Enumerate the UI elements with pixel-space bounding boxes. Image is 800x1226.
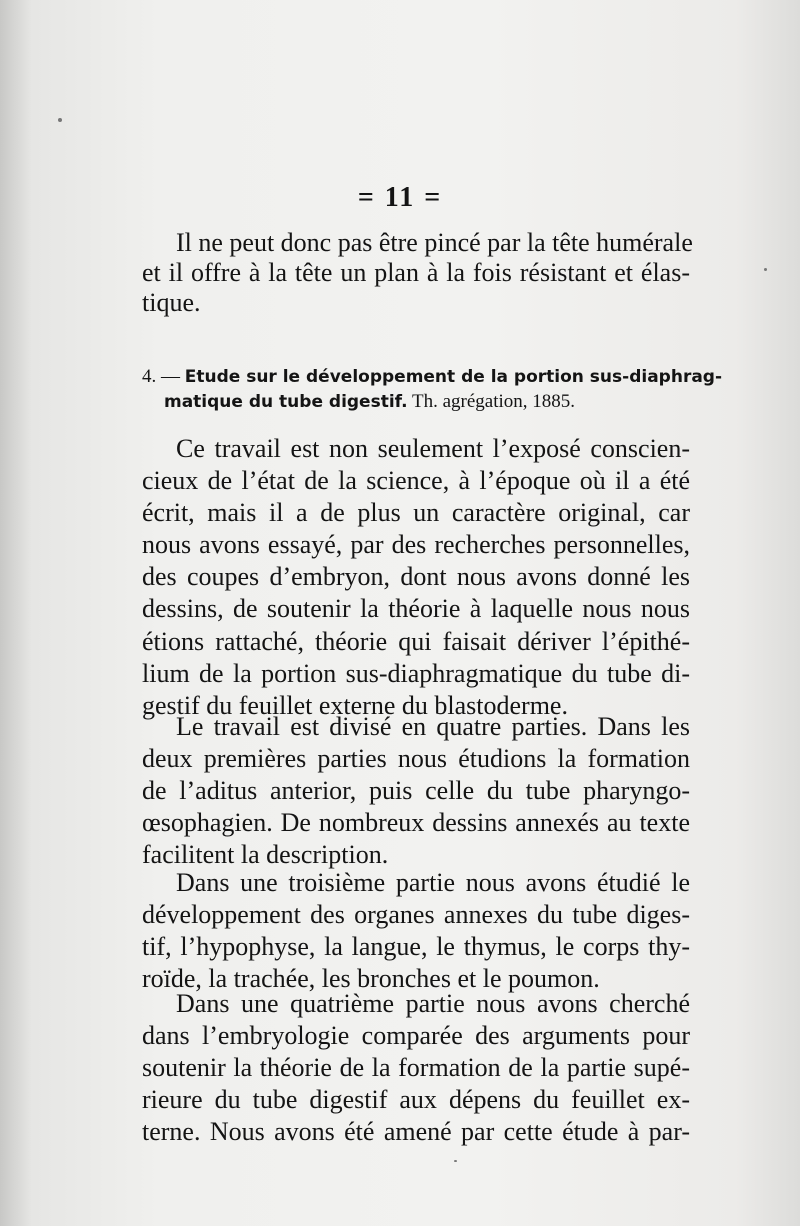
reference-line-2	[142, 389, 690, 414]
paragraph-5	[142, 988, 690, 1148]
text-line: tique.	[142, 288, 201, 317]
text-line: Il ne peut donc pas être pincé par la tête humérale	[176, 228, 693, 257]
reference-title-part-2: matique du tube digestif.	[164, 392, 408, 412]
paragraph-4	[142, 867, 690, 995]
text-line: étions rattaché, théorie qui faisait dériver l’épithé-	[142, 626, 690, 656]
text-line: Le travail est divisé en quatre parties. Dans les	[176, 712, 690, 741]
text-line: écrit, mais il a de plus un caractère original, car	[142, 498, 690, 528]
text-line: nous avons essayé, par des recherches personnelles,	[142, 530, 690, 560]
speck	[454, 1160, 457, 1162]
reference-line-1	[142, 364, 723, 389]
text-line: deux premières parties nous étudions la formation	[142, 744, 690, 774]
paragraph-3	[142, 711, 690, 871]
text-line: rieure du tube digestif aux dépens du feuillet ex-	[142, 1085, 690, 1115]
text-line: dans l’embryologie comparée des arguments pour	[142, 1021, 690, 1051]
reference-source: Th. agrégation, 1885.	[407, 391, 576, 412]
text-line: œsophagien. De nombreux dessins annexés au texte	[142, 808, 690, 838]
paragraph-2	[142, 433, 690, 722]
paragraph-1	[142, 228, 693, 318]
text-line: dessins, de soutenir la théorie à laquelle nous nous	[142, 594, 690, 624]
text-line: Dans une quatrième partie nous avons cherché	[176, 989, 690, 1018]
text-line: gestif du feuillet externe du blastoderme.	[142, 690, 568, 720]
text-line: roïde, la trachée, les bronches et le poumon.	[142, 964, 600, 994]
text-line: tif, l’hypophyse, la langue, le thymus, le corps thy-	[142, 932, 690, 962]
text-line: soutenir la théorie de la formation de la partie supé-	[142, 1053, 690, 1083]
text-line: facilitent la description.	[142, 840, 389, 870]
page-number: = 11 =	[357, 182, 443, 213]
text-line: terne. Nous avons été amené par cette étude à par-	[142, 1117, 690, 1147]
reference-number: 4. —	[142, 366, 185, 387]
publication-reference	[142, 364, 723, 414]
text-line: Ce travail est non seulement l’exposé conscien-	[176, 434, 690, 463]
text-line: de l’aditus anterior, puis celle du tube pharyngo-	[142, 776, 690, 806]
text-line: cieux de l’état de la science, à l’époque où il a été	[142, 466, 690, 496]
text-line: et il offre à la tête un plan à la fois résistant et élas-	[142, 258, 690, 287]
text-line: développement des organes annexes du tube diges-	[142, 900, 690, 930]
text-line: Dans une troisième partie nous avons étudié le	[176, 868, 690, 897]
text-line: des coupes d’embryon, dont nous avons donné les	[142, 562, 690, 592]
text-line: lium de la portion sus-diaphragmatique du tube di-	[142, 658, 690, 688]
speck	[58, 118, 62, 122]
speck	[764, 268, 767, 271]
reference-title-part-1: Etude sur le développement de la portion sus-diaphrag-	[184, 367, 723, 387]
